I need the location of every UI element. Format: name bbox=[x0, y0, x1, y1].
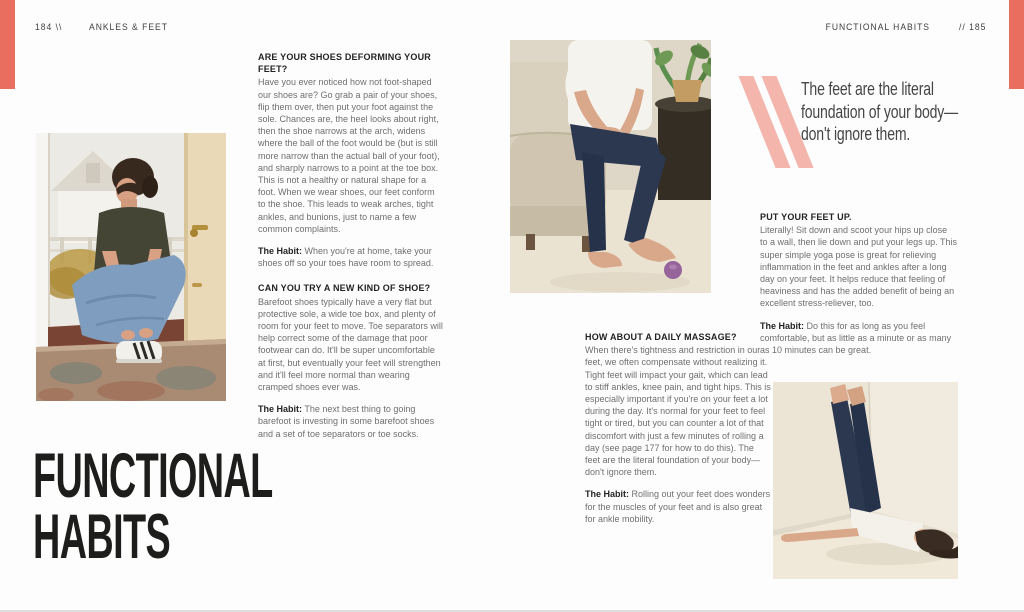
habit-text: When you're at home, take your shoes off so your toes have room to spread. bbox=[258, 246, 434, 269]
photo-legs-up-wall bbox=[773, 382, 958, 579]
section-heading: PUT YOUR FEET UP. bbox=[760, 212, 852, 222]
habit-paragraph bbox=[585, 488, 771, 525]
habit-label: The Habit: bbox=[258, 246, 302, 257]
section-heading: CAN YOU TRY A NEW KIND OF SHOE? bbox=[258, 283, 431, 294]
running-header-left bbox=[35, 22, 177, 33]
photo-legs-up-wall-art bbox=[773, 382, 958, 579]
section-label-right: FUNCTIONAL HABITS bbox=[825, 22, 930, 33]
section-body: Barefoot shoes typically have a very flat but protective sole, a wide toe box, and plenty of room for your feet to move. Toe separators will help correct some of the damage that poor footwear can do. It'll be super uncomfortable at first, but eventually your feet will strengthen and it'll feel more normal than wearing cramped shoes ever was. bbox=[258, 296, 443, 393]
chapter-title bbox=[33, 441, 273, 572]
habit-paragraph bbox=[258, 403, 444, 440]
photo-foot-massage-ball-art bbox=[510, 40, 711, 293]
right-accent-bar bbox=[1009, 0, 1024, 89]
page-number-left: 184 \\ bbox=[35, 22, 63, 33]
chapter-title-line1: FUNCTIONAL bbox=[33, 441, 273, 511]
text-column-left bbox=[258, 51, 444, 453]
habit-paragraph bbox=[258, 245, 444, 269]
text-column-right bbox=[760, 211, 957, 369]
photo-tying-shoes bbox=[36, 133, 226, 401]
habit-text: Rolling out your feet does wonders for the muscles of your feet and is also great for ankle mobility. bbox=[585, 489, 771, 524]
section-heading: ARE YOUR SHOES DEFORMING YOUR FEET? bbox=[258, 52, 431, 75]
pull-quote-text: The feet are the literal foundation of your body—don't ignore them. bbox=[801, 79, 959, 144]
section-body: When there's tightness and restriction in our feet, we often compensate without realizing it. Tight feet will impact your gait, which can lead to stiff ankles, knee pain, and tight hips. This is especially important if you're on your feet a lot during the day. It's normal for your feet to feel tight or tired, but you can counter a lot of that discomfort with just a few minutes of rolling a day (see page 177 for how to do this). The feet are the literal foundation of your body—don't ignore them. bbox=[585, 345, 771, 478]
photo-tying-shoes-art bbox=[36, 133, 226, 401]
habit-text: Do this for as long as you feel comfortable, but as little as a minute or as many as 10 minutes can be great. bbox=[760, 320, 952, 356]
habit-label: The Habit: bbox=[258, 404, 302, 415]
habit-text: The next best thing to going barefoot is investing in some barefoot shoes and a set of toe separators or toe socks. bbox=[258, 404, 435, 439]
left-accent-bar bbox=[0, 0, 15, 89]
text-column-center bbox=[585, 331, 771, 538]
section-heading: HOW ABOUT A DAILY MASSAGE? bbox=[585, 332, 737, 342]
pull-quote bbox=[757, 72, 972, 184]
section-body: Literally! Sit down and scoot your hips up close to a wall, then lie down and put your legs up. This super simple yoga pose is great for relieving inflammation in the feet and ankles after a long day on your feet. It helps reduce that feeling of heaviness and has the added benefit of being an excellent stress-reliever, too. bbox=[760, 225, 957, 309]
photo-foot-massage-ball bbox=[510, 40, 711, 293]
double-slash-icon bbox=[757, 76, 795, 168]
section-body: Have you ever noticed how not foot-shaped our shoes are? Go grab a pair of your shoes, flip them over, then put your foot against the sole. Chances are, the heel looks about right, then the shoe narrows at the arch, widens where the ball of the foot would be (but is still more narrow than the actual ball of your foot), and sharply narrows to a point at the toe box. This is not a healthy or natural shape for a foot. When we wear shoes, our feet conform to the shoe. This leads to weak arches, tight ankles, and bunions, just to name a few common complaints. bbox=[258, 77, 440, 234]
running-header-right bbox=[814, 22, 986, 33]
page-number-right: // 185 bbox=[958, 22, 986, 33]
habit-label: The Habit: bbox=[585, 489, 629, 500]
habit-paragraph bbox=[760, 320, 957, 357]
habit-label: The Habit: bbox=[760, 320, 804, 331]
chapter-title-line2: HABITS bbox=[33, 502, 171, 572]
section-label-left: ANKLES & FEET bbox=[89, 22, 169, 33]
